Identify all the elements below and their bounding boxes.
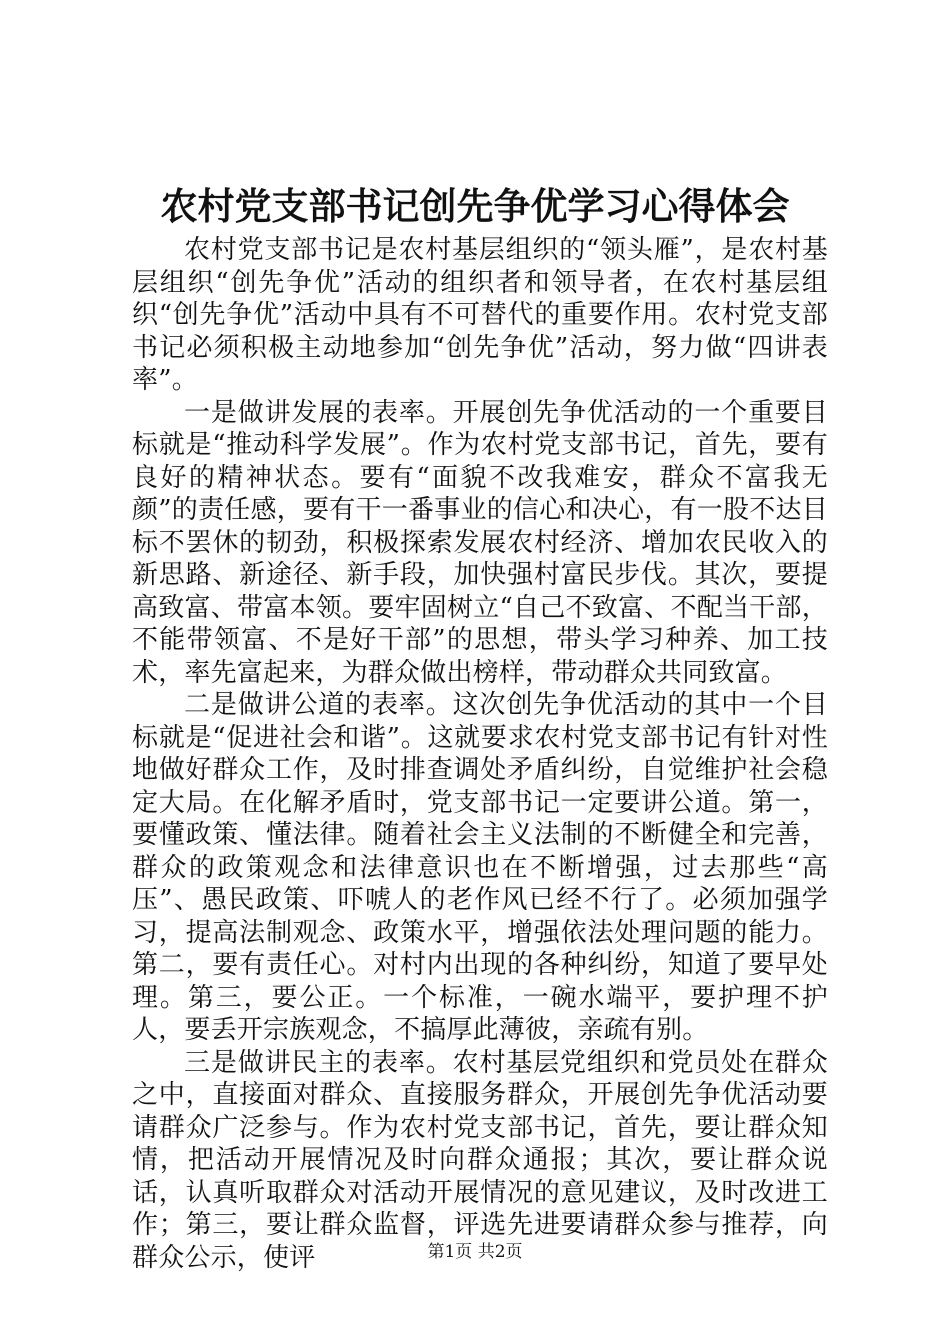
paragraph-fairness: 二是做讲公道的表率。这次创先争优活动的其中一个目标就是“促进社会和谐”。这就要求农村党支部书记有针对性地做好群众工作，及时排查调处矛盾纠纷，自觉维护社会稳定大局。在化解矛盾时，党支部书记一定要讲公道。第一，要懂政策、懂法律。随着社会主义法制的不断健全和完善，群众的政策观念和法律意识也在不断增强，过去那些“高压”、愚民政策、吓唬人的老作风已经不行了。必须加强学习，提高法制观念、政策水平，增强依法处理问题的能力。第二，要有责任心。对村内出现的各种纠纷，知道了要早处理。第三，要公正。一个标准，一碗水端平，要护理不护人，要丢开宗族观念，不搞厚此薄彼，亲疏有别。 xyxy=(132,690,828,1045)
paragraph-development: 一是做讲发展的表率。开展创先争优活动的一个重要目标就是“推动科学发展”。作为农村党支部书记，首先，要有良好的精神状态。要有“面貌不改我难安，群众不富我无颜”的责任感，要有干一番事业的信心和决心，有一股不达目标不罢休的韧劲，积极探索发展农村经济、增加农民收入的新思路、新途径、新手段，加快强村富民步伐。其次，要提高致富、带富本领。要牢固树立“自己不致富、不配当干部，不能带领富、不是好干部”的思想，带头学习种养、加工技术，率先富起来，为群众做出榜样，带动群众共同致富。 xyxy=(132,397,828,688)
page-number-footer: 第1页 共2页 xyxy=(427,1242,523,1262)
document-body xyxy=(132,234,828,1274)
document-title: 农村党支部书记创先争优学习心得体会 xyxy=(160,184,790,228)
paragraph-democracy: 三是做讲民主的表率。农村基层党组织和党员处在群众之中，直接面对群众、直接服务群众，开展创先争优活动要请群众广泛参与。作为农村党支部书记，首先，要让群众知情，把活动开展情况及时向群众通报；其次，要让群众说话，认真听取群众对活动开展情况的意见建议，及时改进工作；第三，要让群众监督，评选先进要请群众参与推荐，向群众公示，使评 xyxy=(132,1047,828,1273)
paragraph-intro: 农村党支部书记是农村基层组织的“领头雁”，是农村基层组织“创先争优”活动的组织者和领导者，在农村基层组织“创先争优”活动中具有不可替代的重要作用。农村党支部书记必须积极主动地参加“创先争优”活动，努力做“四讲表率”。 xyxy=(132,235,828,395)
